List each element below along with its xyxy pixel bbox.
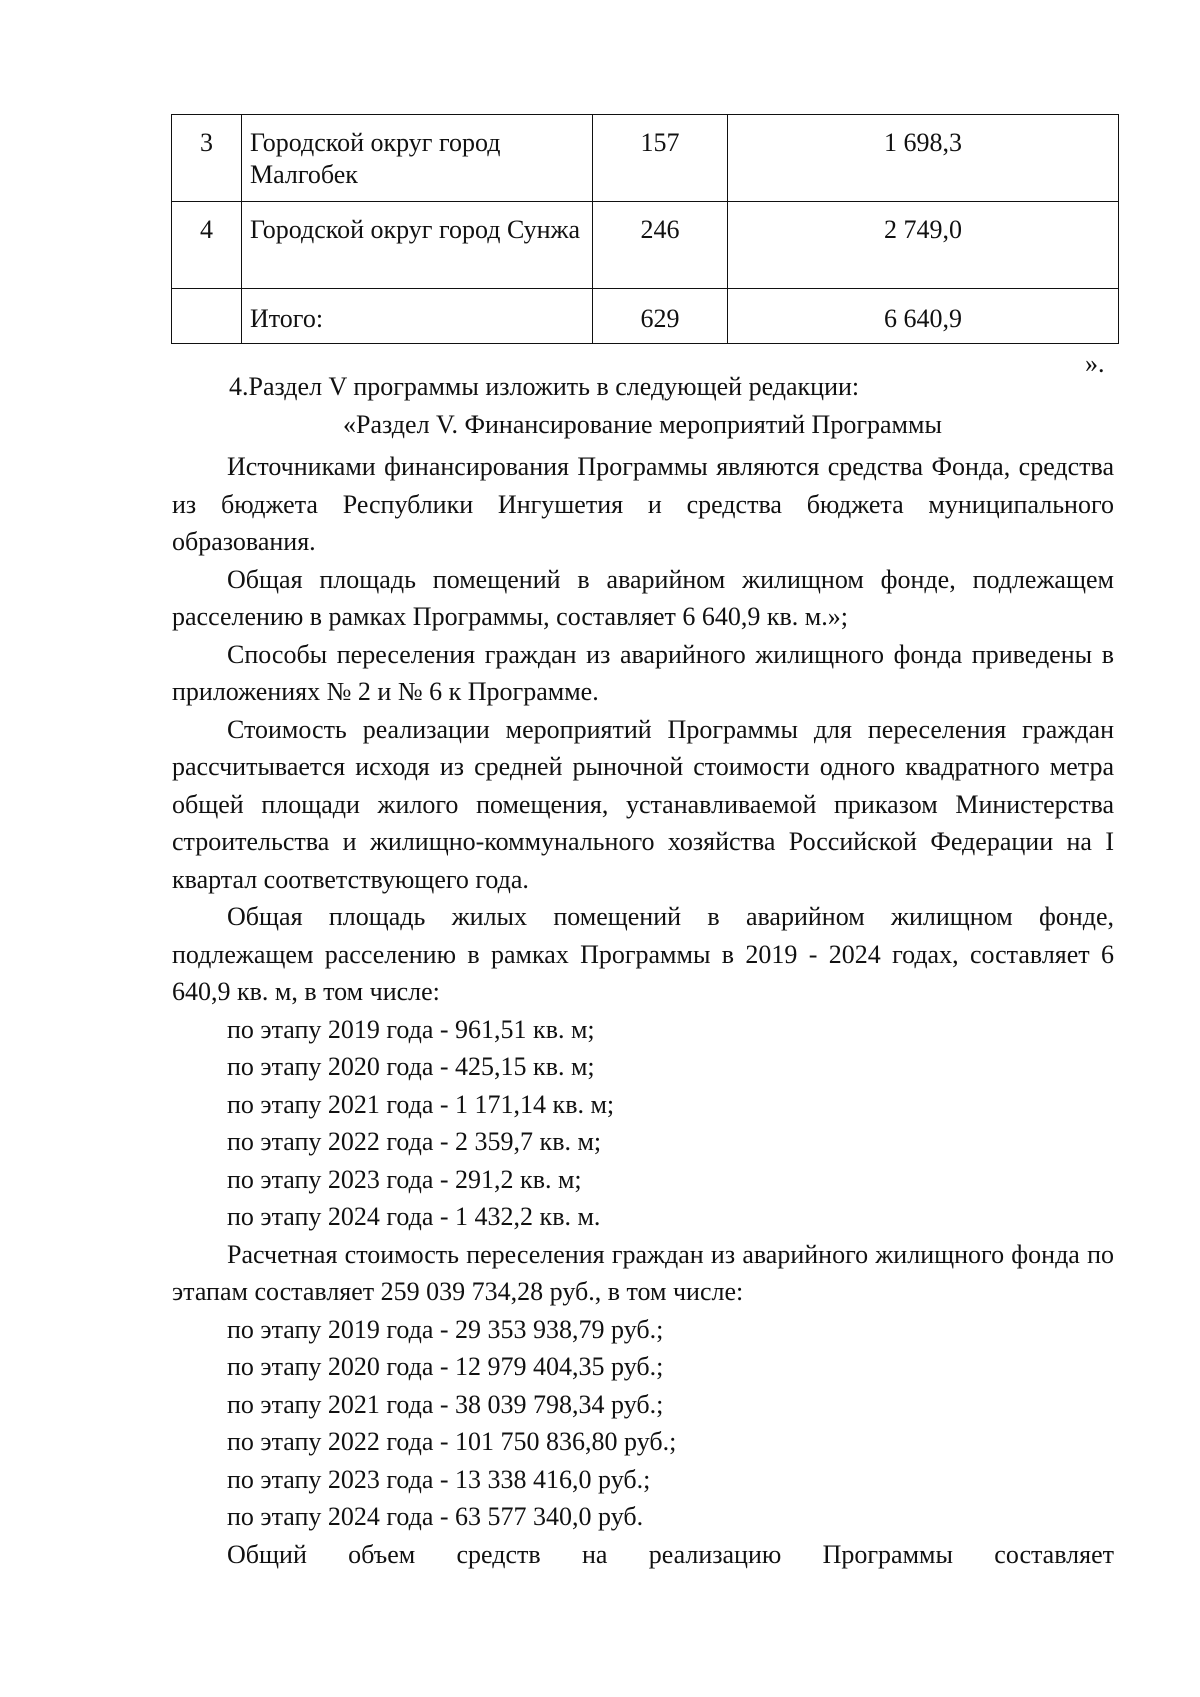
body-text bbox=[172, 448, 1114, 1573]
row-number: 3 bbox=[172, 115, 242, 202]
paragraph-funding-sources: Источниками финансирования Программы являются средства Фонда, средства из бюджета Республики Ингушетия и средства бюджета муниципального образования. bbox=[172, 452, 1114, 556]
cost-stage-item: по этапу 2022 года - 101 750 836,80 руб.; bbox=[227, 1427, 677, 1456]
people-count: 246 bbox=[593, 202, 728, 289]
total-label: Итого: bbox=[242, 289, 593, 344]
total-people: 629 bbox=[593, 289, 728, 344]
municipality-name: Городской округ город Сунжа bbox=[242, 202, 593, 289]
cost-stage-item: по этапу 2019 года - 29 353 938,79 руб.; bbox=[227, 1314, 664, 1344]
settlement-table bbox=[171, 114, 1119, 344]
area-stage-item: по этапу 2022 года - 2 359,7 кв. м; bbox=[227, 1127, 602, 1156]
cost-stage-item: по этапу 2023 года - 13 338 416,0 руб.; bbox=[227, 1464, 651, 1494]
area-value: 2 749,0 bbox=[728, 202, 1119, 289]
municipality-name: Городской округ город Малгобек bbox=[242, 115, 593, 202]
total-area: 6 640,9 bbox=[728, 289, 1119, 344]
cost-stage-item: по этапу 2020 года - 12 979 404,35 руб.; bbox=[227, 1352, 664, 1381]
area-stage-item: по этапу 2021 года - 1 171,14 кв. м; bbox=[227, 1089, 615, 1119]
area-stage-item: по этапу 2020 года - 425,15 кв. м; bbox=[227, 1052, 595, 1081]
row-number bbox=[172, 289, 242, 344]
paragraph-area-breakdown: Общая площадь жилых помещений в аварийном жилищном фонде, подлежащем расселению в рамках Программы в 2019 - 2024 годах, составляет 6 640,9 кв. м, в том числе: bbox=[172, 902, 1114, 1006]
closing-quote: ». bbox=[1085, 349, 1105, 378]
area-value: 1 698,3 bbox=[728, 115, 1119, 202]
area-stage-item: по этапу 2019 года - 961,51 кв. м; bbox=[227, 1014, 595, 1044]
area-stage-item: по этапу 2024 года - 1 432,2 кв. м. bbox=[227, 1202, 601, 1231]
amendment-point: 4.Раздел V программы изложить в следующей редакции: bbox=[229, 372, 860, 401]
table-row bbox=[172, 202, 1119, 289]
paragraph-cost-basis: Стоимость реализации мероприятий Программы для переселения граждан рассчитывается исходя из средней рыночной стоимости одного квадратного метра общей площади жилого помещения, устанавливаемой приказом Министерства строительства и жилищно-коммунального хозяйства Российской Федерации на I квартал соответствующего года. bbox=[172, 714, 1114, 894]
table-total-row bbox=[172, 289, 1119, 344]
paragraph-cost-total: Расчетная стоимость переселения граждан из аварийного жилищного фонда по этапам составляет 259 039 734,28 руб., в том числе: bbox=[172, 1239, 1114, 1306]
row-number: 4 bbox=[172, 202, 242, 289]
table-row bbox=[172, 115, 1119, 202]
paragraph-total-funding: Общий объем средств на реализацию Программы составляет bbox=[227, 1539, 1114, 1569]
cost-stage-item: по этапу 2021 года - 38 039 798,34 руб.; bbox=[227, 1389, 664, 1419]
people-count: 157 bbox=[593, 115, 728, 202]
paragraph-resettlement-methods: Способы переселения граждан из аварийного жилищного фонда приведены в приложениях № 2 и № 6 к Программе. bbox=[172, 639, 1114, 706]
section-heading: «Раздел V. Финансирование мероприятий Программы bbox=[343, 410, 942, 439]
area-stage-item: по этапу 2023 года - 291,2 кв. м; bbox=[227, 1164, 582, 1194]
cost-stage-item: по этапу 2024 года - 63 577 340,0 руб. bbox=[227, 1502, 644, 1531]
paragraph-total-area: Общая площадь помещений в аварийном жилищном фонде, подлежащем расселению в рамках Программы, составляет 6 640,9 кв. м.»; bbox=[172, 564, 1114, 631]
